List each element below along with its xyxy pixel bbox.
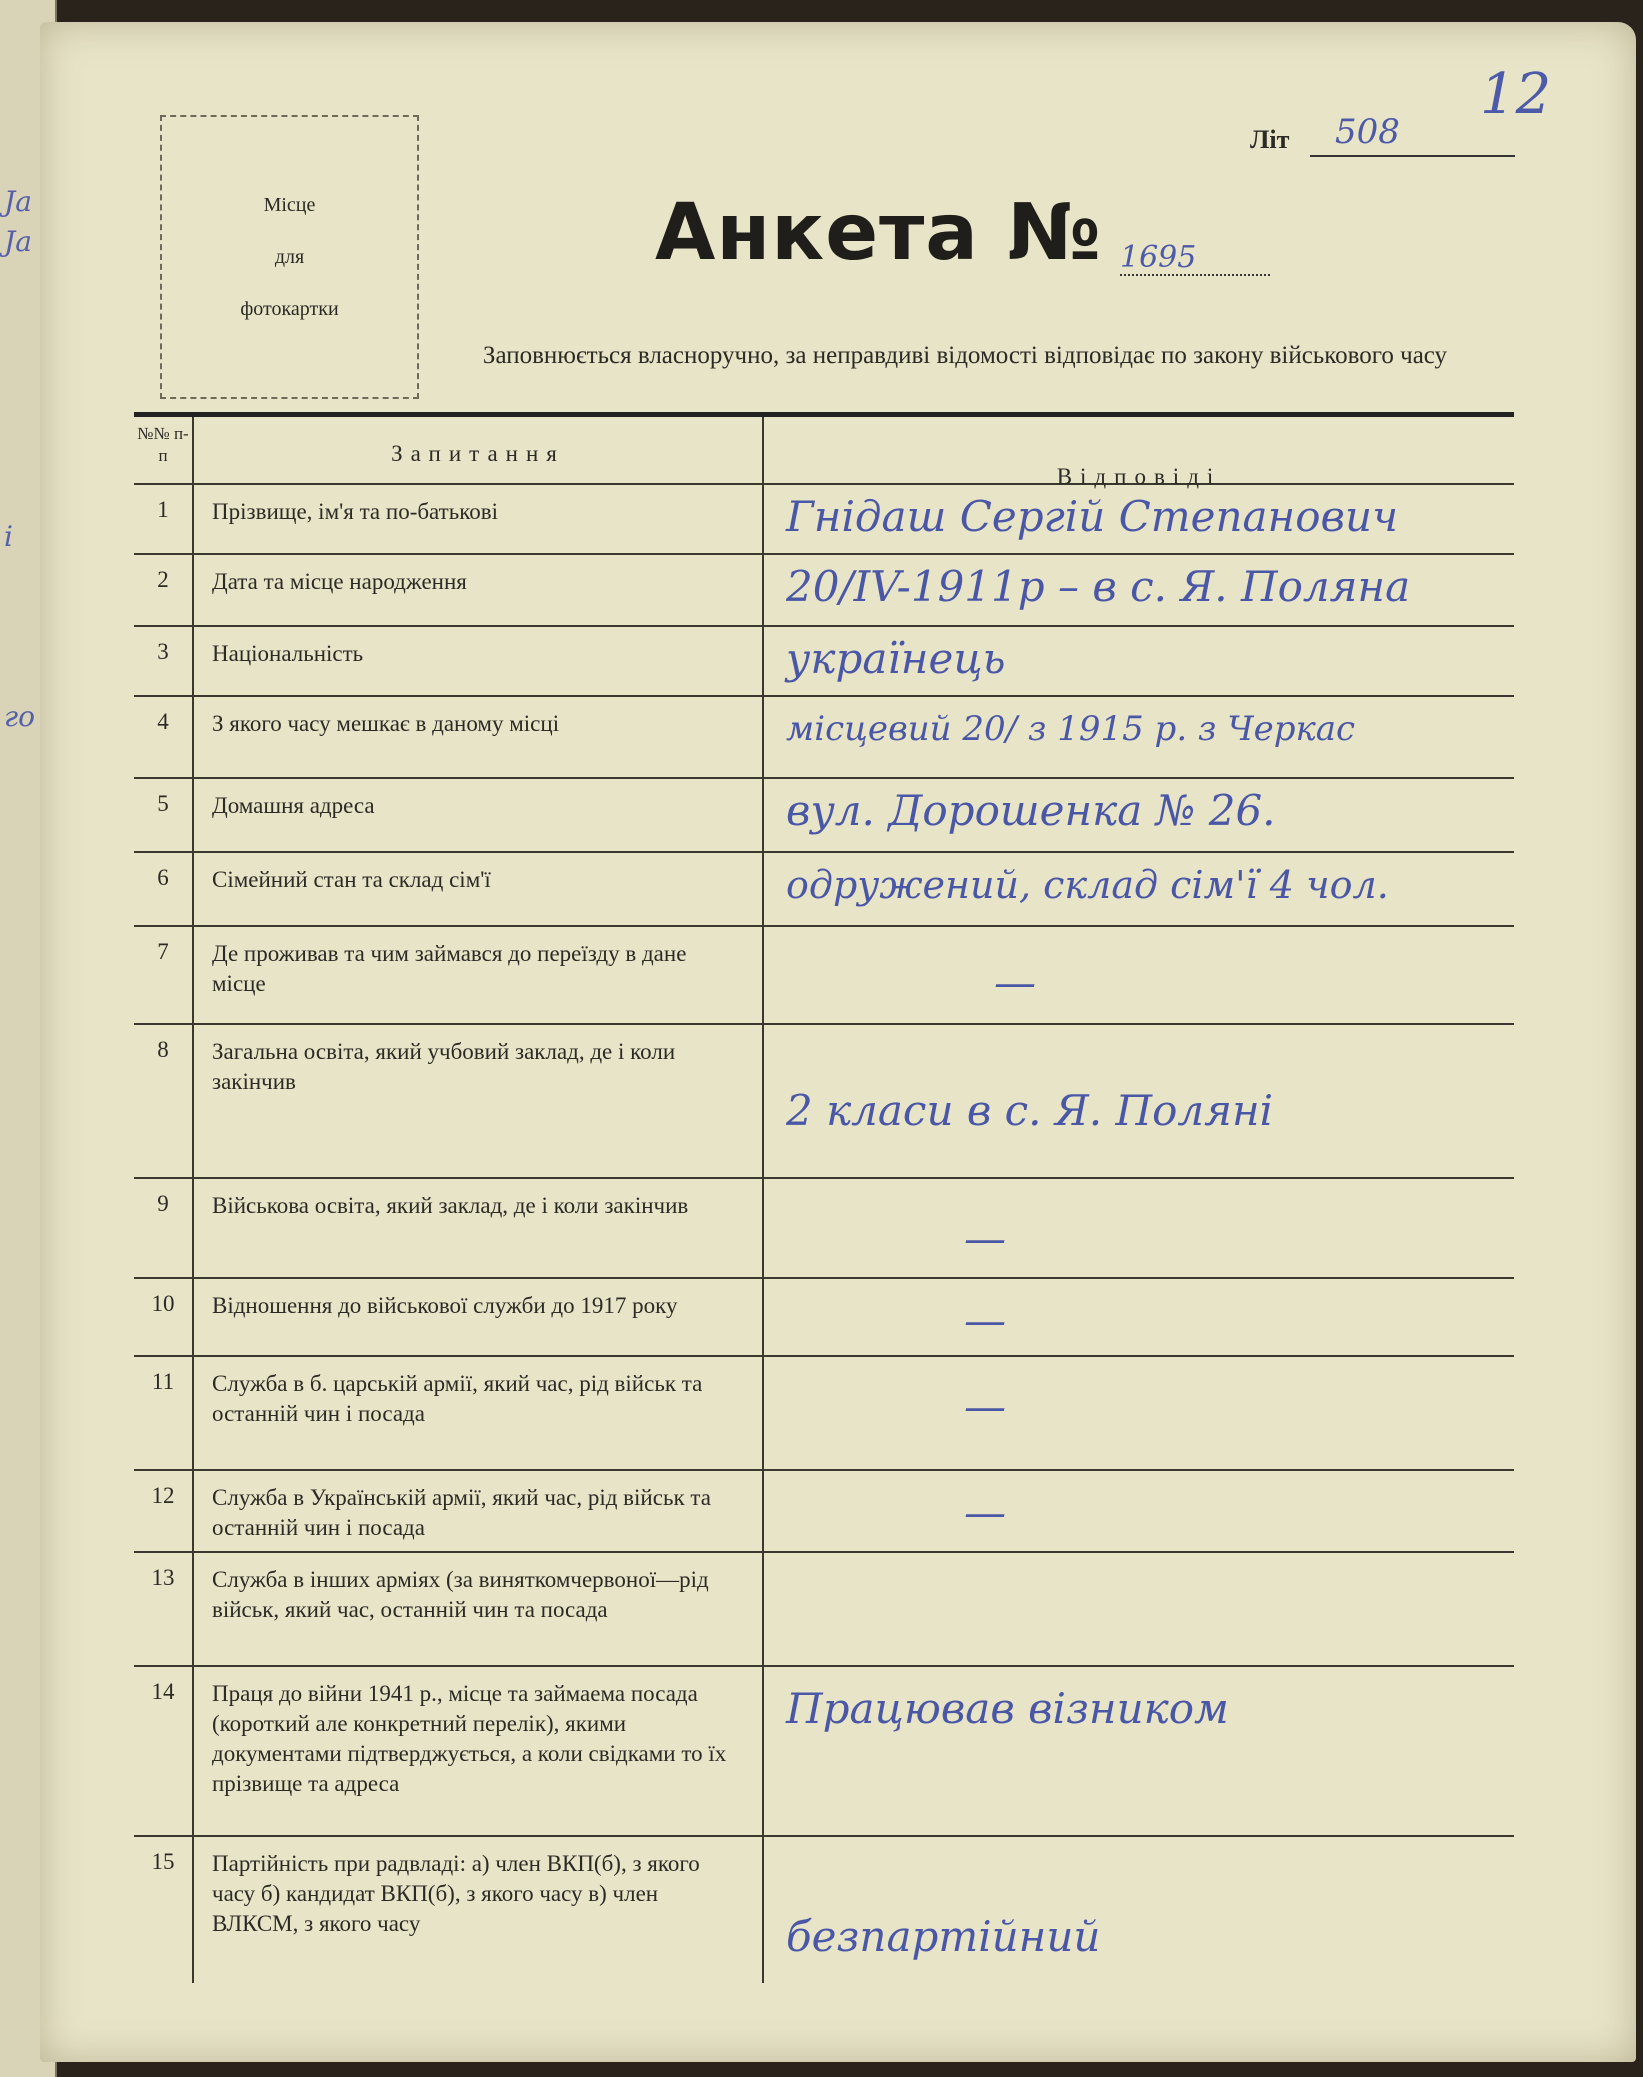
table-row bbox=[134, 697, 1514, 779]
row-question: Праця до війни 1941 р., місце та займаема посада (короткий але конкретний перелік), якими документами підтверджується, а коли свідками то їх прізвище та адреса bbox=[194, 1667, 764, 1835]
row-answer: 2 класи в с. Я. Поляні bbox=[786, 1086, 1274, 1135]
row-num: 5 bbox=[134, 779, 194, 851]
row-num: 15 bbox=[134, 1837, 194, 1983]
form-title: Анкета № bbox=[655, 188, 1102, 278]
form-instruction: Заповнюється власноручно, за неправдиві відомості відповідає по закону військового часу bbox=[482, 342, 1448, 369]
lit-label: Літ bbox=[1250, 125, 1290, 154]
row-question: Сімейний стан та склад сім'ї bbox=[194, 853, 764, 925]
table-header bbox=[134, 417, 1514, 489]
row-answer: Працював візником bbox=[786, 1684, 1229, 1733]
row-num: 9 bbox=[134, 1179, 194, 1277]
table-row bbox=[134, 627, 1514, 697]
row-question: Військова освіта, який заклад, де і коли закінчив bbox=[194, 1179, 764, 1277]
table-row bbox=[134, 1667, 1514, 1837]
row-question: Де проживав та чим займався до переїзду в дане місце bbox=[194, 927, 764, 1023]
row-answer: Гнідаш Сергій Степанович bbox=[786, 492, 1399, 541]
row-answer: — bbox=[964, 1488, 1006, 1537]
row-answer: одружений, склад сім'ї 4 чол. bbox=[786, 863, 1389, 907]
row-num: 4 bbox=[134, 697, 194, 777]
table-row bbox=[134, 1837, 1514, 1983]
row-answer: місцевий 20/ з 1915 р. з Черкас bbox=[786, 709, 1356, 749]
table-row bbox=[134, 853, 1514, 927]
row-num: 3 bbox=[134, 627, 194, 695]
photo-placeholder bbox=[160, 115, 419, 399]
row-answer bbox=[764, 1553, 1514, 1665]
row-question: Національність bbox=[194, 627, 764, 695]
table-row bbox=[134, 1553, 1514, 1667]
photo-label-line1: Місце bbox=[263, 194, 316, 216]
row-question: Служба в Українській армії, який час, рід військ та останній чин і посада bbox=[194, 1471, 764, 1551]
row-question: Прізвище, ім'я та по-батькові bbox=[194, 485, 764, 553]
table-row bbox=[134, 1025, 1514, 1179]
row-answer: українець bbox=[786, 634, 1006, 683]
row-num: 13 bbox=[134, 1553, 194, 1665]
row-num: 1 bbox=[134, 485, 194, 553]
side-mark: Ja bbox=[4, 225, 32, 258]
row-question: Відношення до військової служби до 1917 року bbox=[194, 1279, 764, 1355]
row-question: Партійність при радвладі: а) член ВКП(б), з якого часу б) кандидат ВКП(б), з якого часу в) член ВЛКСМ, з якого часу bbox=[194, 1837, 764, 1983]
table-row bbox=[134, 485, 1514, 555]
table-row bbox=[134, 927, 1514, 1025]
row-num: 8 bbox=[134, 1025, 194, 1177]
row-answer: безпартійний bbox=[786, 1912, 1101, 1961]
table-row bbox=[134, 1179, 1514, 1279]
row-question: Дата та місце народження bbox=[194, 555, 764, 625]
row-answer: — bbox=[964, 1214, 1006, 1263]
sheet-number: 12 bbox=[1480, 62, 1552, 127]
row-num: 12 bbox=[134, 1471, 194, 1551]
photo-label-line3: фотокартки bbox=[240, 298, 339, 320]
header-num: №№ п-п bbox=[134, 417, 194, 483]
row-answer: — bbox=[964, 1382, 1006, 1431]
side-mark: Ja bbox=[4, 185, 32, 218]
side-mark: го bbox=[4, 700, 36, 733]
row-num: 6 bbox=[134, 853, 194, 925]
lit-value: 508 bbox=[1310, 112, 1515, 157]
table-row bbox=[134, 1279, 1514, 1357]
row-question: Домашня адреса bbox=[194, 779, 764, 851]
table-row bbox=[134, 555, 1514, 627]
table-row bbox=[134, 779, 1514, 853]
side-mark: i bbox=[4, 520, 13, 553]
row-num: 7 bbox=[134, 927, 194, 1023]
row-question: Служба в б. царській армії, який час, рід військ та останній чин і посада bbox=[194, 1357, 764, 1469]
row-answer: — bbox=[964, 1296, 1006, 1345]
photo-label-line2: для bbox=[274, 246, 305, 268]
row-answer: — bbox=[994, 958, 1036, 1007]
row-answer: 20/IV-1911р – в с. Я. Поляна bbox=[786, 562, 1411, 611]
form-number: 1695 bbox=[1120, 240, 1270, 276]
row-num: 14 bbox=[134, 1667, 194, 1835]
row-answer: вул. Дорошенка № 26. bbox=[786, 786, 1276, 835]
row-num: 2 bbox=[134, 555, 194, 625]
header-question: Запитання bbox=[194, 417, 764, 483]
row-question: З якого часу мешкає в даному місці bbox=[194, 697, 764, 777]
table-row bbox=[134, 1357, 1514, 1471]
row-question: Служба в інших арміях (за виняткомчервоної—рід військ, який час, останній чин та посада bbox=[194, 1553, 764, 1665]
header-answer: Відповіді bbox=[1056, 464, 1222, 489]
questionnaire-table bbox=[134, 412, 1514, 1983]
row-num: 10 bbox=[134, 1279, 194, 1355]
row-num: 11 bbox=[134, 1357, 194, 1469]
table-row bbox=[134, 1471, 1514, 1553]
row-question: Загальна освіта, який учбовий заклад, де і коли закінчив bbox=[194, 1025, 764, 1177]
